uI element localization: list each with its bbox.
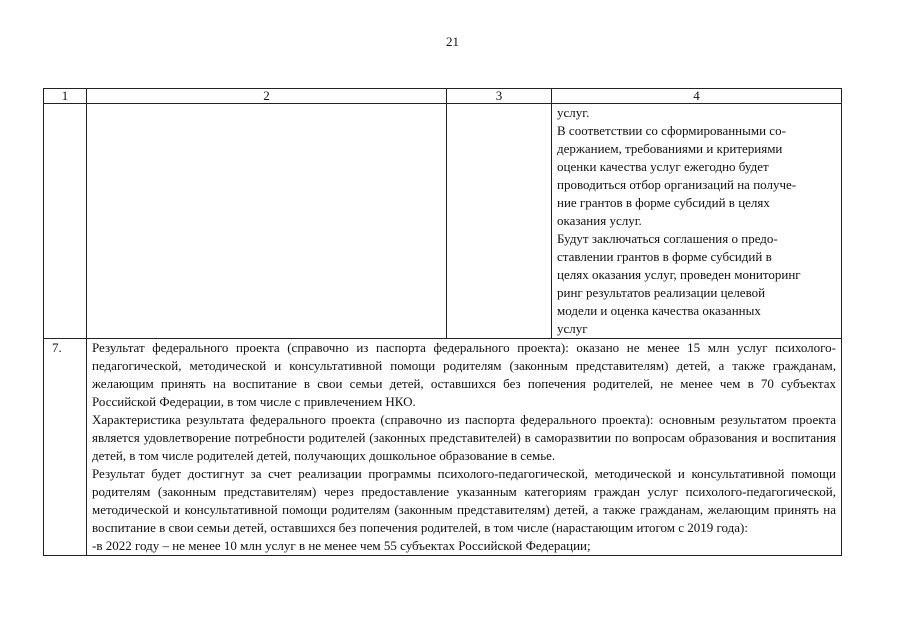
column-header-2: 2 xyxy=(87,89,447,104)
cell-continuation-col3 xyxy=(447,104,552,339)
row-7-number: 7. xyxy=(44,339,87,556)
row-7-paragraph-1: Результат федерального проекта (справочно из паспорта федерального проекта): оказано не менее 15 млн услуг психолого-педагогической, методической и консультативной помощи родителям (законным представителям) детей, а также гражданам, желающим принять на воспитание в свои семьи детей, оставшихся без попечения родителей, не менее чем в 70 субъектах Российской Федерации, в том числе с привлечением НКО. xyxy=(92,340,836,409)
cell-continuation-col1 xyxy=(44,104,87,339)
continuation-col4-text: услуг. В соответствии со сформированными со- держанием, требованиями и критериями оценки качества услуг ежегодно будет проводиться отбор организаций на получе- ние грантов в форме субсидий в целях оказания услуг. Будут заключаться соглашения о предо- ставлении грантов в форме субсидий в целях оказания услуг, проведен мониторинг ринг результатов реализации целевой модели и оценка качества оказанных услуг xyxy=(557,105,801,336)
row-7-paragraph-4: -в 2022 году – не менее 10 млн услуг в не менее чем 55 субъектах Российской Федерации; xyxy=(92,538,591,553)
page-number: 21 xyxy=(446,34,459,49)
column-header-1: 1 xyxy=(44,89,87,104)
row-7-content xyxy=(87,339,842,556)
document-table xyxy=(43,88,842,556)
table-header-row xyxy=(44,89,842,104)
row-7-paragraph-2: Характеристика результата федерального проекта (справочно из паспорта федерального проекта): основным результатом проекта является удовлетворение потребности родителей (законных представителей) в саморазвитии по вопросам образования и воспитания детей, в том числе родителей детей, получающих дошкольное образование в семье. xyxy=(92,412,836,463)
table-row-7 xyxy=(44,339,842,556)
table-row-continuation xyxy=(44,104,842,339)
column-header-3: 3 xyxy=(447,89,552,104)
cell-continuation-col2 xyxy=(87,104,447,339)
column-header-4: 4 xyxy=(552,89,842,104)
row-7-paragraph-3: Результат будет достигнут за счет реализации программы психолого-педагогической, методической и консультативной помощи родителям (законным представителям) через предоставление указанным категориям граждан услуг психолого-педагогической, методической и консультативной помощи родителям (законным представителям) детей, а также гражданам, желающим принять на воспитание в свои семьи детей, оставшихся без попечения родителей, в том числе (нарастающим итогом с 2019 года): xyxy=(92,466,836,535)
cell-continuation-col4 xyxy=(552,104,842,339)
